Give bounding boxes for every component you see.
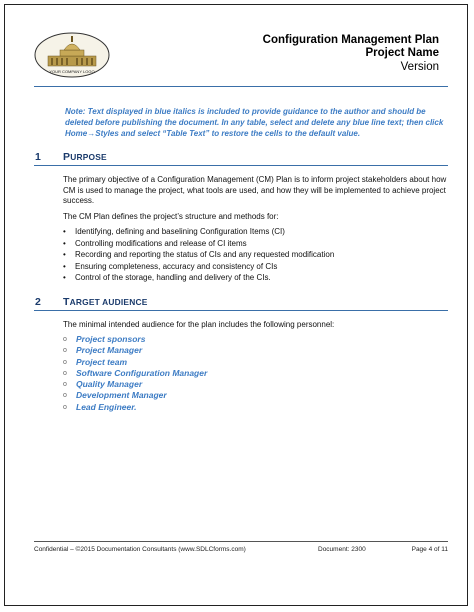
document-version: Version — [400, 61, 439, 73]
list-item-text: Project team — [76, 356, 128, 367]
guidance-note: Note: Text displayed in blue italics is included to provide guidance to the author and should be deleted before publishing the document. In any table, select and delete any blue line text; then click Home→Styles and select “Table Text” to restore the cells to the default value. — [65, 107, 444, 138]
list-item — [63, 390, 443, 401]
section-1-divider — [34, 165, 448, 166]
list-item — [63, 226, 455, 238]
audience-list — [63, 334, 443, 413]
section-2-body — [63, 320, 455, 331]
circle-bullet-icon: o — [63, 336, 67, 343]
list-item-text: Identifying, defining and baselining Configuration Items (CI) — [75, 227, 285, 236]
section-2-number: 2 — [35, 296, 41, 308]
bullet-icon: • — [63, 238, 66, 248]
bullet-icon: • — [63, 273, 66, 282]
circle-bullet-icon: o — [63, 381, 67, 389]
document-title: Configuration Management Plan — [262, 34, 439, 46]
list-item — [63, 238, 455, 250]
list-item-text: Project sponsors — [76, 334, 146, 344]
section-1-title-rest: URPOSE — [70, 152, 107, 162]
list-item — [63, 368, 443, 379]
bullet-icon: • — [63, 261, 66, 271]
list-item-text: Lead Engineer. — [76, 401, 137, 412]
list-item — [63, 345, 443, 356]
list-item-text: Software Configuration Manager — [76, 367, 208, 378]
section-1-bullet-list — [63, 226, 455, 284]
footer-page-number: Page 4 of 11 — [411, 546, 448, 553]
section-1-title-initial: P — [63, 151, 71, 163]
section-2-title-rest: ARGET AUDIENCE — [69, 297, 148, 307]
list-item-text: Controlling modifications and release of CI items — [75, 238, 247, 248]
list-item — [63, 261, 455, 273]
section-2-title-initial: T — [63, 296, 70, 308]
circle-bullet-icon: o — [63, 392, 67, 400]
list-item-text: Quality Manager — [76, 379, 143, 390]
section-1-body-2 — [63, 212, 455, 223]
circle-bullet-icon: o — [63, 358, 67, 366]
header-divider — [34, 86, 448, 87]
footer-divider — [34, 541, 448, 542]
list-item — [63, 402, 443, 413]
footer-confidential: Confidential – ©2015 Documentation Consultants (www.SDLCforms.com) — [34, 546, 246, 553]
circle-bullet-icon: o — [63, 403, 67, 411]
bullet-icon: • — [63, 227, 66, 236]
logo-text: YOUR COMPANY LOGO — [49, 69, 95, 74]
document-page — [4, 4, 468, 606]
list-item — [63, 272, 455, 284]
section-2-paragraph-1: The minimal intended audience for the plan includes the following personnel: — [63, 320, 335, 329]
section-1-paragraph-2: The CM Plan defines the project’s structure and methods for: — [63, 212, 279, 221]
list-item-text: Control of the storage, handling and delivery of the CIs. — [75, 273, 271, 282]
section-2-title — [63, 296, 148, 308]
list-item — [63, 249, 455, 261]
section-1-number: 1 — [35, 151, 41, 163]
section-1-title — [63, 151, 107, 163]
bullet-icon: • — [63, 250, 66, 259]
list-item — [63, 334, 443, 345]
list-item-text: Recording and reporting the status of CIs and any requested modification — [75, 250, 335, 259]
project-name: Project Name — [365, 47, 439, 59]
section-1-paragraph-1: The primary objective of a Configuration Management (CM) Plan is to inform project stakeholders about how CM is used to manage the project, what tools are used, and how they will be implemented to achieve project success. — [63, 175, 447, 205]
list-item-text: Development Manager — [76, 390, 167, 401]
document-header — [263, 34, 439, 74]
list-item — [63, 357, 443, 368]
company-logo — [34, 32, 110, 78]
list-item-text: Ensuring completeness, accuracy and consistency of CIs — [75, 261, 278, 271]
list-item-text: Project Manager — [76, 345, 143, 356]
section-1-body — [63, 175, 455, 207]
section-2-divider — [34, 310, 448, 311]
footer-document-number: Document: 2300 — [318, 546, 366, 553]
list-item — [63, 379, 443, 390]
circle-bullet-icon: o — [63, 347, 67, 355]
circle-bullet-icon: o — [63, 369, 67, 377]
